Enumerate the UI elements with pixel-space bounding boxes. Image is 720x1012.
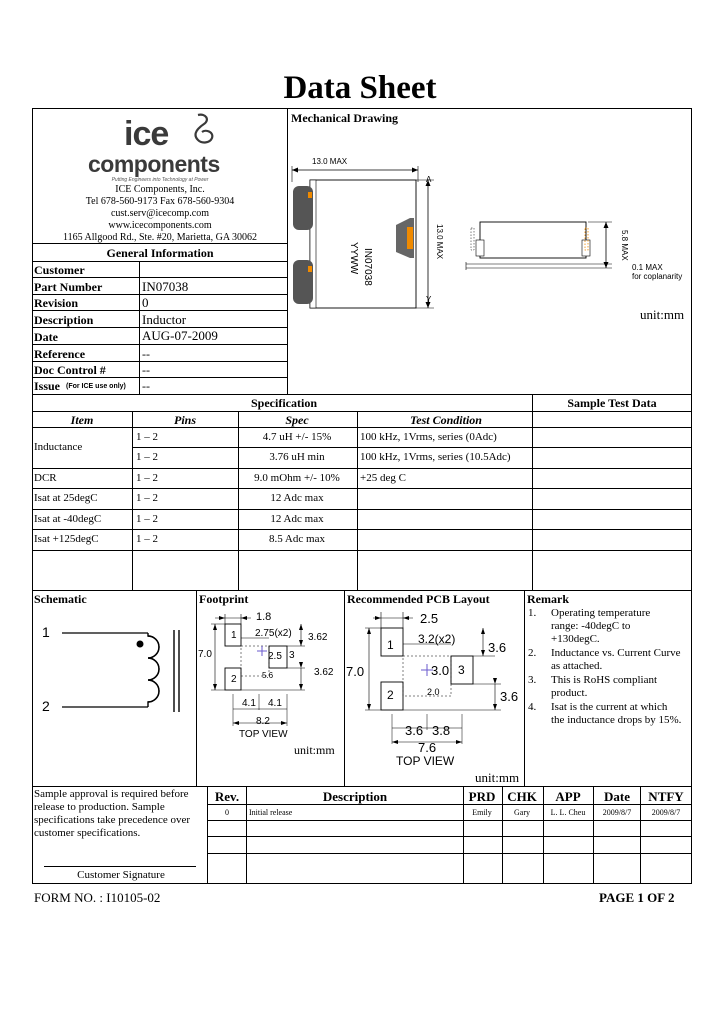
spec-pins: 1 – 2 xyxy=(136,472,158,484)
pcb-dim-2-0: 2.0 xyxy=(427,687,440,697)
rev-col-rev: Rev. xyxy=(214,789,240,804)
company-address: 1165 Allgood Rd., Ste. #20, Marietta, GA 30062 xyxy=(62,232,258,243)
schematic-pin2: 2 xyxy=(42,698,50,714)
customer-signature-label[interactable]: Customer Signature xyxy=(77,869,165,881)
rev-col xyxy=(593,786,594,884)
general-heading: General Information xyxy=(106,246,214,260)
approval-note-line: specifications take precedence over xyxy=(34,814,191,826)
gi-value-date: AUG-07-2009 xyxy=(142,328,218,343)
spec-line xyxy=(32,488,692,489)
schematic-pin1: 1 xyxy=(42,624,50,640)
page-number: PAGE 1 OF 2 xyxy=(599,890,675,905)
remark-text: the inductance drops by 15%. xyxy=(551,714,682,726)
signature-line xyxy=(44,866,196,867)
spec-item: Isat at 25degC xyxy=(34,492,98,504)
gi-value-doc-control: -- xyxy=(142,363,150,377)
fp-dim-2-5: 2.5 xyxy=(268,651,282,662)
rev-cell-prd: Emily xyxy=(472,808,492,817)
spec-value: 12 Adc max xyxy=(270,513,324,525)
logo-ice: ice xyxy=(124,115,169,153)
logo-tagline: Putting Engineers into Technology at Power xyxy=(111,177,209,183)
gi-label-customer: Customer xyxy=(34,263,85,277)
remark-num: 2. xyxy=(528,647,537,659)
gi-value-reference: -- xyxy=(142,347,150,361)
spec-cond: +25 deg C xyxy=(360,472,406,484)
mech-point-a: A xyxy=(426,175,432,184)
footprint-heading: Footprint xyxy=(199,592,249,606)
remark-text: product. xyxy=(551,687,588,699)
spec-col-pins: Pins xyxy=(173,413,197,427)
spec-col xyxy=(357,411,358,590)
mechanical-drawing xyxy=(288,130,692,330)
rev-col-chk: CHK xyxy=(507,789,537,804)
spec-line xyxy=(32,550,692,551)
pcb-dim-3-6-top: 3.6 xyxy=(488,640,507,655)
spec-cond: 100 kHz, 1Vrms, series (0Adc) xyxy=(360,431,497,443)
pcb-dim-3-6-left: 3.6 xyxy=(405,723,424,738)
pcb-pad-3: 3 xyxy=(458,663,465,677)
spec-heading: Specification xyxy=(251,396,317,410)
remark-text: This is RoHS compliant xyxy=(551,674,658,686)
rev-line xyxy=(207,804,692,805)
remark-text: Operating temperature xyxy=(551,607,651,619)
spec-value: 8.5 Adc max xyxy=(269,533,325,545)
rev-col-ntfy: NTFY xyxy=(648,789,684,804)
divider-spec-top xyxy=(32,394,692,395)
logo-swirl-icon xyxy=(188,112,218,146)
remark-text: +130degC. xyxy=(551,633,600,645)
pcb-dim-3-6-bottom: 3.6 xyxy=(500,689,519,704)
gi-row-line xyxy=(32,294,288,295)
spec-col xyxy=(532,394,533,590)
remark-text: Isat is the current at which xyxy=(551,701,668,713)
company-phone: Tel 678-560-9173 Fax 678-560-9304 xyxy=(85,196,235,207)
schematic-heading: Schematic xyxy=(34,592,87,606)
spec-line xyxy=(132,447,692,448)
mechanical-heading: Mechanical Drawing xyxy=(291,111,398,125)
mech-point-y: Y xyxy=(426,295,432,304)
gi-row-line xyxy=(32,277,288,278)
spec-item: Inductance xyxy=(34,441,83,453)
spec-line xyxy=(32,590,692,591)
gi-col-line xyxy=(139,261,140,394)
pcb-dim-3-8: 3.8 xyxy=(432,723,451,738)
fp-dim-3-62-top: 3.62 xyxy=(308,632,328,643)
remark-num: 4. xyxy=(528,701,537,713)
rev-col xyxy=(640,786,641,884)
page-title: Data Sheet xyxy=(283,70,437,106)
gi-value-revision: 0 xyxy=(142,295,149,310)
sample-test-heading: Sample Test Data xyxy=(567,396,657,410)
mech-marking-date: YYWW xyxy=(348,242,359,275)
gi-label-description: Description xyxy=(34,313,94,327)
fp-dim-3-62-bottom: 3.62 xyxy=(314,667,334,678)
pcb-pad-1: 1 xyxy=(387,638,394,652)
rev-cell-ntfy: 2009/8/7 xyxy=(651,808,681,817)
remark-num: 3. xyxy=(528,674,537,686)
pcb-dim-3-2: 3.2(x2) xyxy=(418,632,456,646)
rev-col xyxy=(502,786,503,884)
rev-col xyxy=(543,786,544,884)
approval-note-line: Sample approval is required before xyxy=(34,788,189,800)
spec-pins: 1 – 2 xyxy=(136,431,158,443)
spec-pins: 1 – 2 xyxy=(136,533,158,545)
fp-dim-7-0: 7.0 xyxy=(198,649,212,660)
rev-col-prd: PRD xyxy=(468,789,496,804)
gi-label-revision: Revision xyxy=(34,296,79,310)
spec-value: 12 Adc max xyxy=(270,492,324,504)
fp-pad-1: 1 xyxy=(231,630,237,641)
mech-coplanarity-1: 0.1 MAX xyxy=(632,263,663,272)
fp-dim-1-8: 1.8 xyxy=(256,611,272,623)
spec-value: 4.7 uH +/- 15% xyxy=(262,431,332,443)
gi-label-doc-control: Doc Control # xyxy=(34,363,106,377)
fp-unit: unit:mm xyxy=(294,743,335,757)
pcb-pad-2: 2 xyxy=(387,688,394,702)
approval-note-line: customer specifications. xyxy=(34,827,141,839)
logo-components: components xyxy=(88,151,220,177)
rev-col-app: APP xyxy=(555,789,581,804)
company-web[interactable]: www.icecomponents.com xyxy=(108,220,212,231)
spec-col-spec: Spec xyxy=(285,413,309,427)
rev-cell-rev: 0 xyxy=(225,808,229,817)
gi-label-issue: Issue xyxy=(34,379,61,393)
remark-text: Inductance vs. Current Curve xyxy=(551,647,681,659)
fp-dim-5-6: 5.6 xyxy=(262,671,274,680)
spec-line xyxy=(32,509,692,510)
rev-cell-app: L. L. Cheu xyxy=(550,808,586,817)
mech-marking-part: IN07038 xyxy=(362,248,373,286)
spec-value: 9.0 mOhm +/- 10% xyxy=(254,472,340,484)
spec-pins: 1 – 2 xyxy=(136,513,158,525)
gi-row-line xyxy=(32,361,288,362)
spec-col-cond: Test Condition xyxy=(410,413,482,427)
gi-value-description: Inductor xyxy=(142,312,187,327)
divider-pcb xyxy=(524,590,525,786)
divider-logo xyxy=(32,243,288,244)
fp-dim-8-2: 8.2 xyxy=(256,716,270,727)
spec-col-item: Item xyxy=(70,413,94,427)
rev-cell-chk: Gary xyxy=(514,808,530,817)
pcb-heading: Recommended PCB Layout xyxy=(347,592,490,606)
rev-cell-date: 2009/8/7 xyxy=(602,808,632,817)
company-email[interactable]: cust.serv@icecomp.com xyxy=(110,208,210,219)
pcb-dim-7-0: 7.0 xyxy=(346,664,365,679)
rev-col xyxy=(246,786,247,884)
fp-pad-2: 2 xyxy=(231,674,237,685)
divider-general-head xyxy=(32,261,288,262)
gi-row-line xyxy=(32,344,288,345)
spec-item: Isat at -40degC xyxy=(34,513,102,525)
remark-num: 1. xyxy=(528,607,537,619)
rev-col xyxy=(463,786,464,884)
gi-row-line xyxy=(32,377,288,378)
mech-dim-thickness: 5.8 MAX xyxy=(620,230,629,261)
company-name: ICE Components, Inc. xyxy=(115,184,205,195)
gi-row-line xyxy=(32,310,288,311)
remark-text: as attached. xyxy=(551,660,603,672)
mech-dim-width: 13.0 MAX xyxy=(312,157,348,166)
spec-line xyxy=(32,529,692,530)
approval-note-line: release to production. Sample xyxy=(34,801,165,813)
pcb-unit: unit:mm xyxy=(475,770,520,785)
spec-value: 3.76 uH min xyxy=(269,451,325,463)
pcb-dim-3-0: 3.0 xyxy=(431,663,450,678)
form-number: FORM NO. : I10105-02 xyxy=(34,890,161,905)
spec-line xyxy=(32,411,692,412)
spec-col xyxy=(132,411,133,590)
spec-item: DCR xyxy=(34,472,57,484)
gi-label-issue-note: (For ICE use only) xyxy=(66,383,126,390)
gi-label-part: Part Number xyxy=(34,280,103,294)
fp-top-view: TOP VIEW xyxy=(239,729,288,740)
pcb-dim-2-5: 2.5 xyxy=(420,611,439,626)
rev-cell-desc: Initial release xyxy=(249,808,293,817)
mech-dim-height: 13.0 MAX xyxy=(435,224,444,260)
rev-col-date: Date xyxy=(604,789,630,804)
remark-text: range: -40degC to xyxy=(551,620,631,632)
spec-col xyxy=(238,411,239,590)
pcb-top-view: TOP VIEW xyxy=(396,754,455,768)
spec-pins: 1 – 2 xyxy=(136,492,158,504)
rev-line xyxy=(207,853,692,854)
divider-approval xyxy=(207,786,208,884)
spec-item: Isat +125degC xyxy=(34,533,99,545)
fp-dim-4-1-right: 4.1 xyxy=(268,698,282,709)
fp-pad-3: 3 xyxy=(289,650,295,661)
rev-line xyxy=(207,836,692,837)
gi-label-reference: Reference xyxy=(34,347,86,361)
schematic-inductor xyxy=(40,620,190,720)
pcb-dim-7-6: 7.6 xyxy=(418,740,437,755)
gi-label-date: Date xyxy=(34,330,58,344)
rev-col-description: Description xyxy=(322,789,388,804)
remark-heading: Remark xyxy=(527,592,569,606)
fp-dim-2-75: 2.75(x2) xyxy=(255,628,292,639)
mech-unit: unit:mm xyxy=(640,307,685,322)
gi-value-part: IN07038 xyxy=(142,279,189,294)
rev-line xyxy=(207,820,692,821)
gi-value-issue: -- xyxy=(142,379,150,393)
spec-line xyxy=(32,468,692,469)
fp-dim-4-1-left: 4.1 xyxy=(242,698,256,709)
spec-line xyxy=(32,427,692,428)
spec-cond: 100 kHz, 1Vrms, series (10.5Adc) xyxy=(360,451,511,463)
mech-coplanarity-2: for coplanarity xyxy=(632,272,683,281)
spec-pins: 1 – 2 xyxy=(136,451,158,463)
